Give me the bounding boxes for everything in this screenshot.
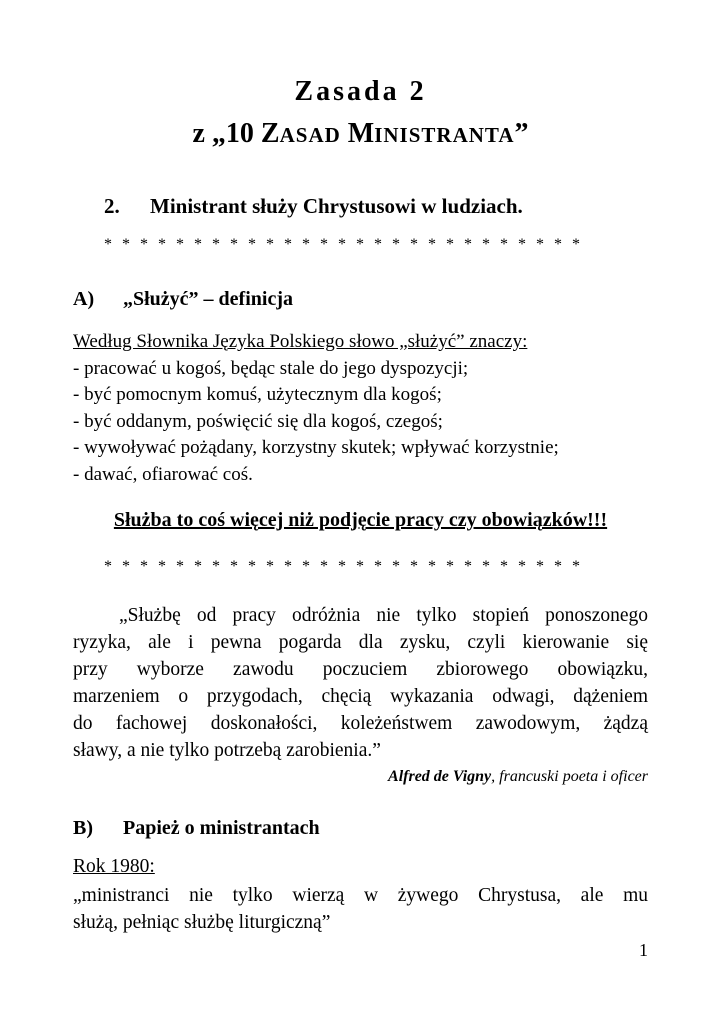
subtitle-asad: ASAD <box>279 123 341 147</box>
definition-item: - być pomocnym komuś, użytecznym dla kogoś; <box>73 384 442 405</box>
section-b-letter: B) <box>73 817 93 839</box>
quote-line: sławy, a nie tylko potrzebą zarobienia.” <box>73 740 381 761</box>
emphasis-statement: Służba to coś więcej niż podjęcie pracy czy obowiązków!!! <box>113 509 608 531</box>
vigny-quote <box>73 602 648 764</box>
definition-intro: Według Słownika Języka Polskiego słowo „służyć” znaczy: <box>73 331 528 352</box>
definition-item: - być oddanym, poświęcić się dla kogoś, czegoś; <box>73 410 443 432</box>
definition-item: - dawać, ofiarować coś. <box>73 463 253 485</box>
definition-list <box>73 329 559 488</box>
quote-author-description: , francuski poeta i oficer <box>491 768 648 785</box>
subtitle-z: Z <box>260 118 280 149</box>
principle-number: 2. <box>104 194 120 218</box>
document-title: Zasada 2 <box>294 76 427 107</box>
quote-line: ryzyka, ale i pewna pogarda dla zysku, czyli kierowanie się <box>73 632 648 653</box>
section-a-heading <box>73 288 293 311</box>
section-b-title: Papież o ministrantach <box>123 817 320 839</box>
definition-item: - pracować u kogoś, będąc stale do jego dyspozycji; <box>73 357 469 379</box>
pope-quote-line: „ministranci nie tylko wierzą w żywego Chrystusa, ale mu <box>73 885 648 906</box>
star-divider-2: * * * * * * * * * * * * * * * * * * * * * * * * * * * <box>104 558 580 575</box>
subtitle-suffix: ” <box>514 118 529 149</box>
subtitle-inistranta: INISTRANTA <box>374 123 515 147</box>
subtitle-prefix: z „10 <box>192 118 261 149</box>
section-a-letter: A) <box>73 288 95 310</box>
section-a-title: „Służyć” – definicja <box>123 288 293 310</box>
quote-line: „Służbę od pracy odróżnia nie tylko stopień ponoszonego <box>119 605 648 626</box>
document-subtitle <box>0 118 721 150</box>
section-b-heading <box>73 817 320 840</box>
pope-quote <box>73 882 648 936</box>
quote-line: przy wyborze zawodu poczuciem zbiorowego obowiązku, <box>73 659 648 680</box>
pope-quote-line: służą, pełniąc służbę liturgiczną” <box>73 912 331 933</box>
principle-statement <box>104 194 523 219</box>
year-label: Rok 1980: <box>73 856 155 877</box>
principle-text: Ministrant służy Chrystusowi w ludziach. <box>150 194 523 218</box>
definition-item: - wywoływać pożądany, korzystny skutek; wpływać korzystnie; <box>73 437 559 458</box>
page-number: 1 <box>639 940 648 960</box>
star-divider-1: * * * * * * * * * * * * * * * * * * * * * * * * * * * <box>104 236 580 253</box>
quote-line: do fachowej doskonałości, koleżeństwem zawodowym, żądzą <box>73 713 648 734</box>
subtitle-m: M <box>347 118 375 149</box>
quote-line: marzeniem o przygodach, chęcią wykazania odwagi, dążeniem <box>73 686 648 707</box>
quote-author: Alfred de Vigny <box>388 768 492 785</box>
quote-attribution <box>388 768 648 786</box>
